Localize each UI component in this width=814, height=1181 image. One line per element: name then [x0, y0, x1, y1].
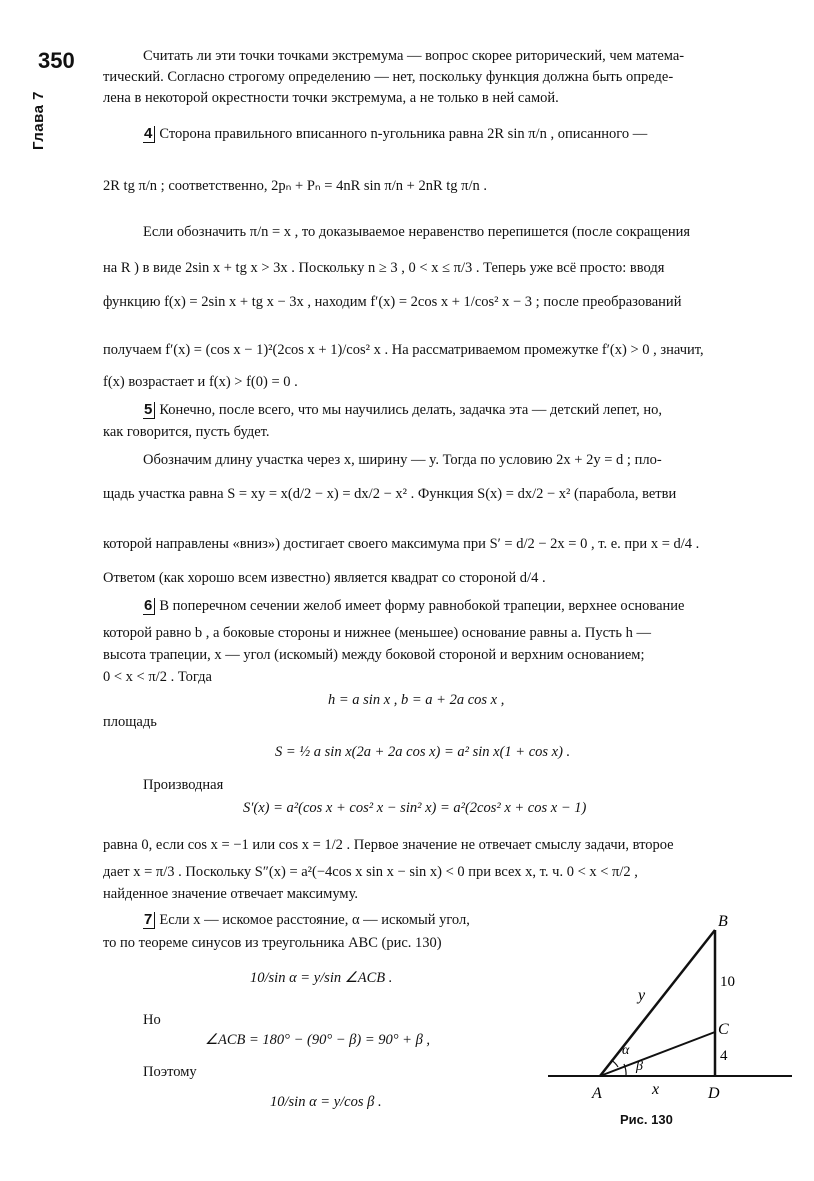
- formula: ∠ACB = 180° − (90° − β) = 90° + β ,: [205, 1032, 431, 1048]
- problem-number-box: 5: [143, 402, 155, 419]
- label-beta: β: [636, 1059, 643, 1074]
- text-line: как говорится, пусть будет.: [103, 424, 270, 440]
- paragraph-5-start: [143, 400, 662, 420]
- formula: 10/sin α = y/sin ∠ACB .: [250, 970, 393, 986]
- figure-130: [540, 900, 800, 1140]
- text-line: тический. Согласно строгому определению — нет, поскольку функция должна быть опреде-: [103, 69, 674, 85]
- text-line: найденное значение отвечает максимуму.: [103, 886, 359, 902]
- text-line: Ответом (как хорошо всем известно) является квадрат со стороной d/4 .: [103, 570, 546, 586]
- problem-number-box: 7: [143, 912, 155, 929]
- label-C: C: [718, 1021, 729, 1038]
- page-number: 350: [38, 48, 75, 73]
- text-line: Но: [143, 1012, 161, 1028]
- text-line: Обозначим длину участка через x, ширину — y. Тогда по условию 2x + 2y = d ; пло-: [143, 452, 662, 468]
- text-line: щадь участка равна S = xy = x(d/2 − x) = dx/2 − x² . Функция S(x) = dx/2 − x² (парабола, ветви: [103, 486, 677, 502]
- label-y: y: [638, 987, 646, 1004]
- text-line: 2R tg π/n ; соответственно, 2pₙ + Pₙ = 4nR sin π/n + 2nR tg π/n .: [103, 178, 488, 194]
- label-alpha: α: [622, 1043, 630, 1058]
- paragraph-6-start: [143, 596, 684, 616]
- formula: 10/sin α = y/cos β .: [270, 1094, 382, 1110]
- label-10: 10: [720, 974, 735, 990]
- figure-caption: Рис. 130: [620, 1112, 673, 1127]
- angle-alpha-arc: [611, 1060, 618, 1067]
- formula: S = ½ a sin x(2a + 2a cos x) = a² sin x(1 + cos x) .: [275, 744, 571, 760]
- paragraph-4-start: [143, 124, 647, 144]
- text-line: площадь: [103, 714, 157, 730]
- text-line: f(x) возрастает и f(x) > f(0) = 0 .: [103, 374, 298, 390]
- label-D: D: [708, 1085, 720, 1102]
- text-line: высота трапеции, x — угол (искомый) между боковой стороной и верхним основанием;: [103, 647, 645, 663]
- text-line: на R ) в виде 2sin x + tg x > 3x . Поскольку n ≥ 3 , 0 < x ≤ π/3 . Теперь уже всё просто: вводя: [103, 260, 665, 276]
- formula: h = a sin x , b = a + 2a cos x ,: [328, 692, 505, 708]
- text-line: Если обозначить π/n = x , то доказываемое неравенство перепишется (после сокращения: [143, 224, 691, 240]
- formula: S′(x) = a²(cos x + cos² x − sin² x) = a²(2cos² x + cos x − 1): [243, 800, 587, 816]
- text-line: лена в некоторой окрестности точки экстремума, а не только в ней самой.: [103, 90, 559, 106]
- text-line: Поэтому: [143, 1064, 197, 1080]
- label-B: B: [718, 913, 728, 930]
- text-line: Конечно, после всего, что мы научились делать, задачка эта — детский лепет, но,: [159, 402, 662, 418]
- text-line: получаем f′(x) = (cos x − 1)²(2cos x + 1)/cos² x . На рассматриваемом промежутке f′(x) > 0 , значит,: [103, 342, 704, 358]
- label-4: 4: [720, 1048, 728, 1064]
- paragraph-7-start: [143, 910, 470, 930]
- text-line: 0 < x < π/2 . Тогда: [103, 669, 212, 685]
- text-line: то по теореме синусов из треугольника ABC (рис. 130): [103, 935, 442, 951]
- label-x: x: [652, 1081, 660, 1098]
- text-line: Сторона правильного вписанного n-угольника равна 2R sin π/n , описанного —: [159, 126, 648, 142]
- text-line: функцию f(x) = 2sin x + tg x − 3x , находим f′(x) = 2cos x + 1/cos² x − 3 ; после преобразований: [103, 294, 682, 310]
- label-A: A: [592, 1085, 602, 1102]
- text-line: дает x = π/3 . Поскольку S″(x) = a²(−4cos x sin x − sin x) < 0 при всех x, т. ч. 0 < x < π/2 ,: [103, 864, 638, 880]
- text-line: Если x — искомое расстояние, α — искомый угол,: [159, 912, 470, 928]
- problem-number-box: 4: [143, 126, 155, 143]
- text-line: равна 0, если cos x = −1 или cos x = 1/2 . Первое значение не отвечает смыслу задачи, второе: [103, 837, 674, 853]
- text-line: Считать ли эти точки точками экстремума — вопрос скорее риторический, чем матема-: [143, 48, 685, 64]
- text-line: которой равно b , а боковые стороны и нижнее (меньшее) основание равны a. Пусть h —: [103, 625, 651, 641]
- text-line: В поперечном сечении желоб имеет форму равнобокой трапеции, верхнее основание: [159, 598, 685, 614]
- problem-number-box: 6: [143, 598, 155, 615]
- text-line: которой направлены «вниз») достигает своего максимума при S′ = d/2 − 2x = 0 , т. е. при x = d/4 .: [103, 536, 700, 552]
- text-line: Производная: [143, 777, 224, 793]
- chapter-label: Глава 7: [30, 90, 47, 150]
